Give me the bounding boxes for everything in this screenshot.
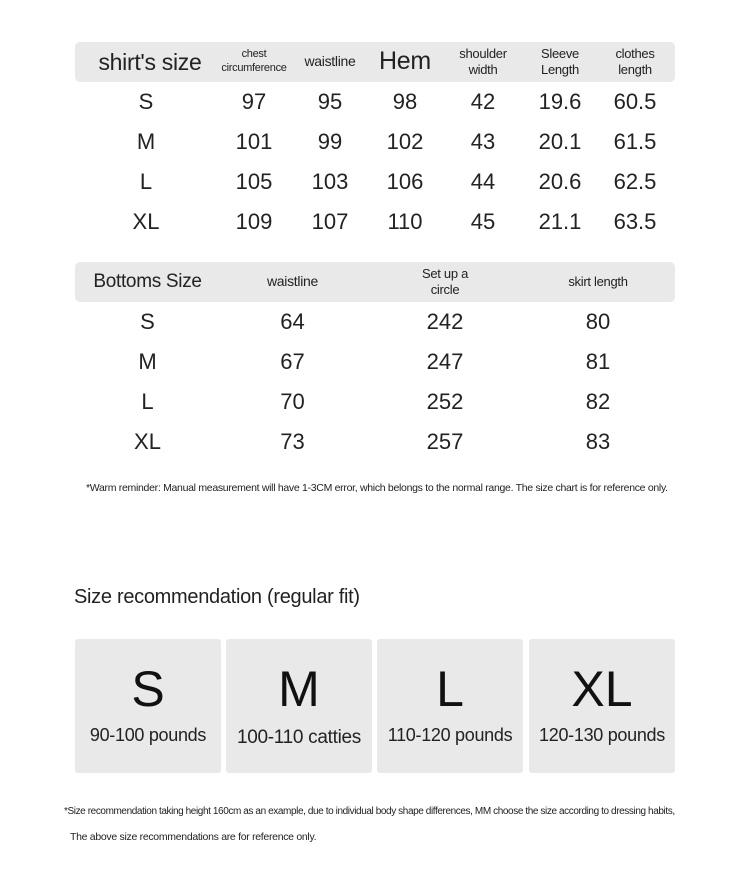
- header-clothes-length: [595, 42, 675, 82]
- header-shirts-size: shirt's size: [98, 48, 202, 75]
- table-row: [75, 202, 675, 242]
- size-cell: M: [136, 129, 156, 154]
- size-cell: L: [139, 169, 153, 194]
- shoulder-cell: 42: [470, 89, 496, 114]
- header-hem: Hem: [379, 47, 431, 76]
- header-sleeve-length-label: Sleeve Length: [541, 45, 579, 77]
- size-recommendation-cards: [75, 639, 675, 773]
- size-card-xl: [529, 639, 675, 773]
- sleeve-cell: 19.6: [538, 89, 582, 114]
- header-chest-circumference-label: chest circumference: [221, 48, 287, 74]
- header-shoulder-width: [441, 42, 525, 82]
- card-weight-range: 110-120 pounds: [387, 725, 513, 745]
- clothes-length-cell: 60.5: [613, 89, 657, 114]
- skirt-length-cell: 81: [585, 349, 611, 374]
- waistline-cell: 70: [280, 389, 305, 414]
- hem-cell: 106: [386, 169, 424, 194]
- chest-cell: 109: [235, 209, 273, 234]
- circle-cell: 247: [426, 349, 464, 374]
- size-cell: M: [138, 349, 157, 374]
- header-set-up-a-circle-label: Set up a circle: [421, 265, 469, 297]
- table-row: [75, 82, 675, 122]
- size-card-s: [75, 639, 221, 773]
- waistline-cell: 73: [280, 429, 305, 454]
- card-size-letter: M: [278, 661, 320, 717]
- skirt-length-cell: 82: [585, 389, 611, 414]
- circle-cell: 252: [426, 389, 464, 414]
- waistline-cell: 64: [280, 309, 305, 334]
- card-weight-range: 120-130 pounds: [539, 725, 665, 745]
- size-cell: S: [140, 309, 155, 334]
- clothes-length-cell: 62.5: [613, 169, 657, 194]
- size-cell: XL: [132, 209, 160, 234]
- table-row: [75, 342, 675, 382]
- size-note-line-1: *Size recommendation taking height 160cm as an example, due to individual body shape differences, MM choose the size according to dressing habits,: [64, 806, 675, 817]
- card-weight-range: 90-100 pounds: [89, 725, 207, 745]
- hem-cell: 98: [392, 89, 418, 114]
- skirt-length-cell: 83: [585, 429, 611, 454]
- sleeve-cell: 20.6: [538, 169, 582, 194]
- waistline-cell: 103: [311, 169, 349, 194]
- circle-cell: 257: [426, 429, 464, 454]
- card-size-letter: XL: [571, 661, 633, 717]
- clothes-length-cell: 61.5: [613, 129, 657, 154]
- header-bottoms-size: Bottoms Size: [93, 271, 202, 293]
- size-recommendation-title: Size recommendation (regular fit): [74, 586, 360, 608]
- chest-cell: 97: [241, 89, 267, 114]
- table-row: [75, 162, 675, 202]
- bottoms-table-header: [75, 262, 675, 302]
- shirt-size-table: [75, 42, 675, 252]
- chest-cell: 105: [235, 169, 273, 194]
- waistline-cell: 67: [280, 349, 305, 374]
- header-set-up-a-circle: [365, 262, 525, 302]
- waistline-cell: 107: [311, 209, 349, 234]
- size-cell: L: [141, 389, 154, 414]
- size-cell: XL: [134, 429, 161, 454]
- header-shoulder-width-label: shoulder width: [459, 45, 507, 77]
- table-row: [75, 422, 675, 462]
- chest-cell: 101: [235, 129, 273, 154]
- shoulder-cell: 45: [470, 209, 496, 234]
- skirt-length-cell: 80: [585, 309, 611, 334]
- waistline-cell: 95: [317, 89, 343, 114]
- table-row: [75, 382, 675, 422]
- circle-cell: 242: [426, 309, 464, 334]
- header-sleeve-length: [525, 42, 595, 82]
- waistline-cell: 99: [317, 129, 343, 154]
- warm-reminder: *Warm reminder: Manual measurement will have 1-3CM error, which belongs to the normal range. The size chart is for reference only.: [86, 482, 668, 494]
- hem-cell: 102: [386, 129, 424, 154]
- sleeve-cell: 20.1: [538, 129, 582, 154]
- size-card-m: [226, 639, 372, 773]
- header-waistline: waistline: [267, 273, 318, 290]
- shoulder-cell: 44: [470, 169, 496, 194]
- card-weight-range: 100-110 catties: [236, 727, 361, 748]
- size-cell: S: [138, 89, 154, 114]
- clothes-length-cell: 63.5: [613, 209, 657, 234]
- size-note-line-2: The above size recommendations are for reference only.: [70, 831, 317, 843]
- header-clothes-length-label: clothes length: [615, 45, 655, 77]
- hem-cell: 110: [387, 209, 423, 234]
- table-row: [75, 122, 675, 162]
- sleeve-cell: 21.1: [538, 209, 582, 234]
- header-skirt-length: skirt length: [568, 273, 628, 289]
- header-chest-circumference: [217, 42, 291, 82]
- shirt-table-header: [75, 42, 675, 82]
- card-size-letter: L: [436, 661, 464, 717]
- table-row: [75, 302, 675, 342]
- card-size-letter: S: [131, 661, 165, 717]
- bottoms-size-table: [75, 262, 675, 462]
- size-card-l: [377, 639, 523, 773]
- shoulder-cell: 43: [470, 129, 496, 154]
- header-waistline: waistline: [304, 53, 356, 70]
